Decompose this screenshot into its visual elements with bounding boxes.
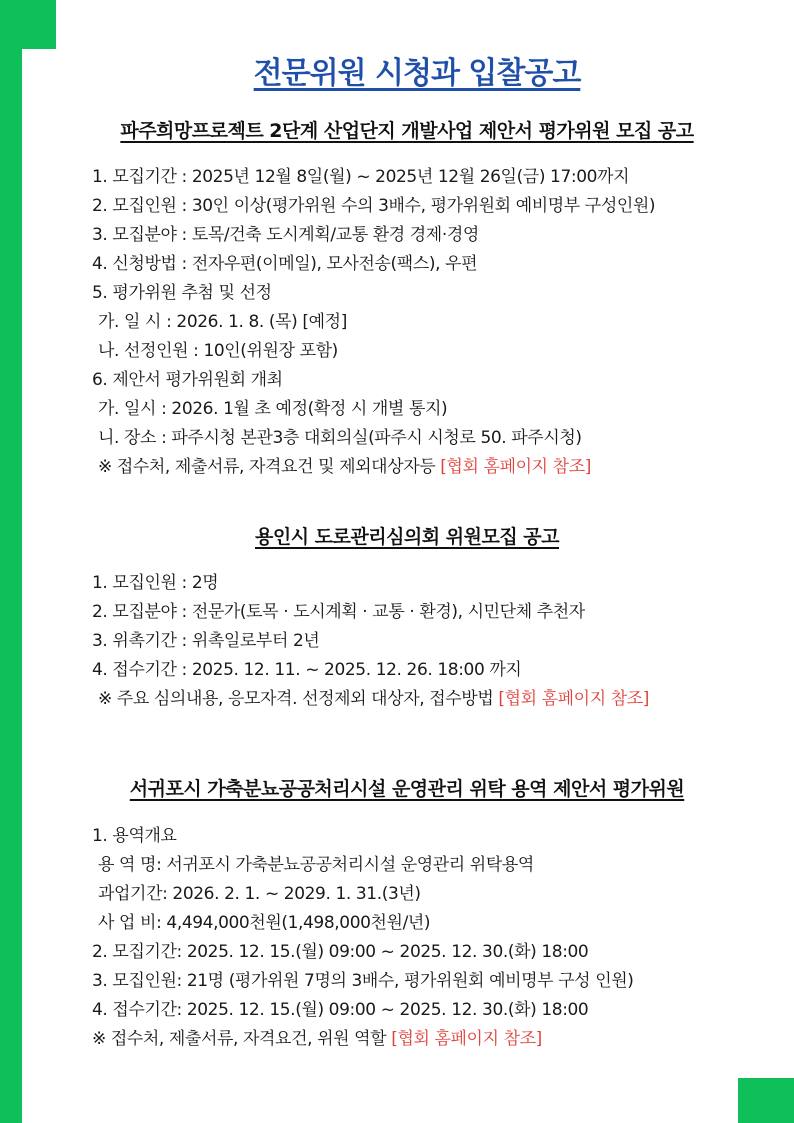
list-item: 니. 장소 : 파주시청 본관3층 대회의실(파주시 시청로 50. 파주시청): [98, 428, 582, 448]
list-item: 용 역 명: 서귀포시 가축분뇨공공처리시설 운영관리 위탁용역: [98, 855, 534, 875]
list-item: 과업기간: 2026. 2. 1. ~ 2029. 1. 31.(3년): [98, 884, 421, 904]
list-item: 나. 선정인원 : 10인(위원장 포함): [98, 341, 338, 361]
top-accent-block: [0, 0, 56, 49]
section-body: [92, 569, 649, 714]
page-title: 전문위원 시청과 입찰공고: [253, 56, 581, 91]
list-item: 2. 모집기간: 2025. 12. 15.(월) 09:00 ~ 2025. 12. 30.(화) 18:00: [92, 942, 589, 962]
list-item: 사 업 비: 4,494,000천원(1,498,000천원/년): [98, 913, 431, 933]
list-item: 4. 접수기간: 2025. 12. 15.(월) 09:00 ~ 2025. 12. 30.(화) 18:00: [92, 1000, 589, 1020]
list-item: 1. 모집기간 : 2025년 12월 8일(월) ~ 2025년 12월 26일(금) 17:00까지: [92, 167, 630, 187]
homepage-reference-link[interactable]: [협회 홈페이지 참조]: [391, 1029, 542, 1049]
note-text: ※ 접수처, 제출서류, 자격요건, 위원 역할: [92, 1029, 387, 1049]
list-item: 1. 모집인원 : 2명: [92, 573, 219, 593]
list-item: 3. 위촉기간 : 위촉일로부터 2년: [92, 631, 320, 651]
note-text: ※ 접수처, 제출서류, 자격요건 및 제외대상자등: [98, 457, 436, 477]
section-title: 서귀포시 가축분뇨공공처리시설 운영관리 위탁 용역 제안서 평가위원: [129, 778, 685, 800]
list-item: 5. 평가위원 추첨 및 선정: [92, 283, 272, 303]
homepage-reference-link[interactable]: [협회 홈페이지 참조]: [440, 457, 591, 477]
bottom-right-accent-block: [738, 1078, 794, 1123]
homepage-reference-link[interactable]: [협회 홈페이지 참조]: [498, 689, 650, 709]
reference-note: [92, 453, 655, 482]
list-item: 6. 제안서 평가위원회 개최: [92, 370, 283, 390]
list-item: 2. 모집인원 : 30인 이상(평가위원 수의 3배수, 평가위원회 예비명부 구성인원): [92, 196, 656, 216]
reference-note: [92, 685, 649, 714]
note-text: ※ 주요 심의내용, 응모자격. 선정제외 대상자, 접수방법: [98, 689, 494, 709]
list-item: 4. 접수기간 : 2025. 12. 11. ~ 2025. 12. 26. 18:00 까지: [92, 660, 522, 680]
list-item: 2. 모집분야 : 전문가(토목 · 도시계획 · 교통 · 환경), 시민단체 추천자: [92, 602, 585, 622]
list-item: 3. 모집인원: 21명 (평가위원 7명의 3배수, 평가위원회 예비명부 구성 인원): [92, 971, 634, 991]
list-item: 3. 모집분야 : 토목/건축 도시계획/교통 환경 경제·경영: [92, 225, 479, 245]
left-accent-bar: [0, 0, 22, 1123]
section-title: 용인시 도로관리심의회 위원모집 공고: [254, 526, 559, 548]
list-item: 가. 일 시 : 2026. 1. 8. (목) [예정]: [98, 312, 347, 332]
section-title: 파주희망프로젝트 2단계 산업단지 개발사업 제안서 평가위원 모집 공고: [120, 120, 694, 142]
section-body: [92, 163, 655, 482]
list-item: 1. 용역개요: [92, 826, 177, 846]
reference-note: [92, 1025, 634, 1054]
list-item: 4. 신청방법 : 전자우편(이메일), 모사전송(팩스), 우편: [92, 254, 478, 274]
section-body: [92, 822, 634, 1054]
list-item: 가. 일시 : 2026. 1월 초 예정(확정 시 개별 통지): [98, 399, 448, 419]
